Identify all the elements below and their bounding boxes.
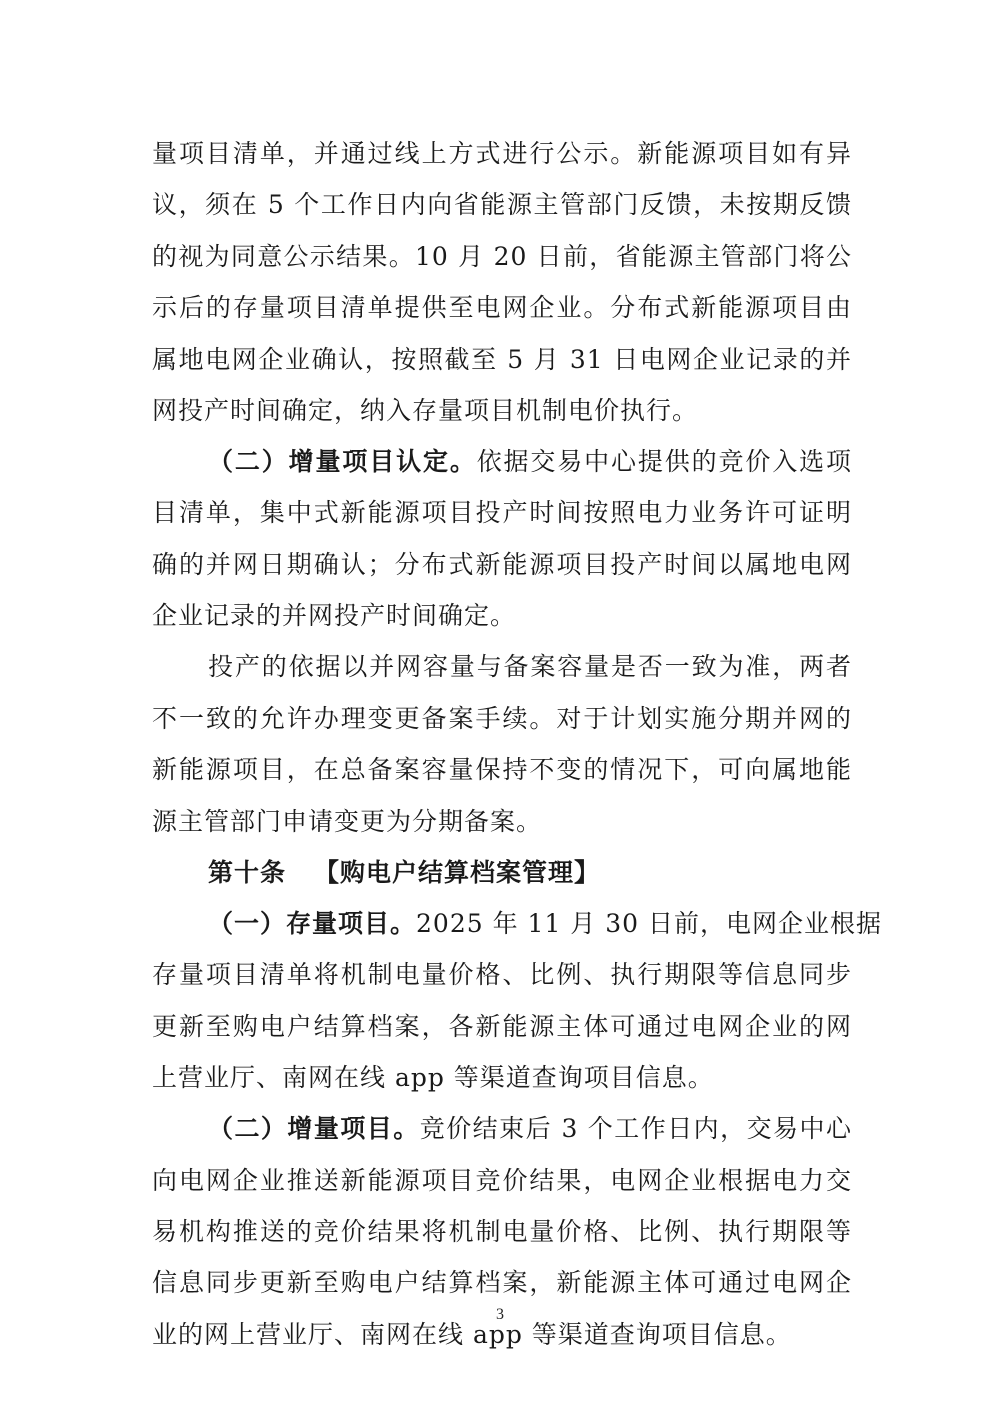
text-line <box>152 181 852 229</box>
text-run: 示后的存量项目清单提供至电网企业。分布式新能源项目由 <box>152 293 852 322</box>
text-run: 企业记录的并网投产时间确定。 <box>152 601 517 630</box>
text-line <box>152 592 852 640</box>
text-run: 的视为同意公示结果。10 月 20 日前，省能源主管部门将公 <box>152 242 852 271</box>
text-line <box>152 233 852 281</box>
text-line <box>152 1003 852 1051</box>
text-line <box>152 1157 852 1205</box>
text-run: 2025 年 11 月 30 日前，电网企业根据 <box>416 909 882 938</box>
text-line <box>208 900 882 948</box>
text-line <box>152 1208 852 1256</box>
text-run: 议，须在 5 个工作日内向省能源主管部门反馈，未按期反馈 <box>152 190 852 219</box>
bold-text-run: 【购电户结算档案管理】 <box>314 858 601 887</box>
text-run: 依据交易中心提供的竞价入选项 <box>476 447 852 476</box>
bold-text-run: （二）增量项目认定。 <box>208 447 477 476</box>
text-run: 存量项目清单将机制电量价格、比例、执行期限等信息同步 <box>152 960 852 989</box>
page-number: 3 <box>496 1306 504 1323</box>
text-line <box>152 336 852 384</box>
text-run: 易机构推送的竞价结果将机制电量价格、比例、执行期限等 <box>152 1217 852 1246</box>
text-line <box>152 284 852 332</box>
text-run: 更新至购电户结算档案，各新能源主体可通过电网企业的网 <box>152 1012 852 1041</box>
text-run: 上营业厅、南网在线 app 等渠道查询项目信息。 <box>152 1063 714 1092</box>
text-line <box>152 1054 852 1102</box>
bold-text-run: （一）存量项目。 <box>208 909 417 938</box>
text-line <box>208 643 852 691</box>
text-run: 目清单，集中式新能源项目投产时间按照电力业务许可证明 <box>152 498 852 527</box>
text-run: 源主管部门申请变更为分期备案。 <box>152 807 543 836</box>
text-run: 新能源项目，在总备案容量保持不变的情况下，可向属地能 <box>152 755 852 784</box>
text-line <box>152 798 852 846</box>
text-line <box>208 438 852 486</box>
text-run: 量项目清单，并通过线上方式进行公示。新能源项目如有异 <box>152 139 852 168</box>
text-run: 业的网上营业厅、南网在线 app 等渠道查询项目信息。 <box>152 1320 792 1349</box>
text-line <box>208 849 852 897</box>
text-line <box>152 541 852 589</box>
text-line <box>208 1105 852 1153</box>
text-line <box>152 695 852 743</box>
text-run: 不一致的允许办理变更备案手续。对于计划实施分期并网的 <box>152 704 852 733</box>
text-run: 竞价结束后 3 个工作日内，交易中心 <box>419 1114 852 1143</box>
text-line <box>152 387 852 435</box>
text-run: 信息同步更新至购电户结算档案，新能源主体可通过电网企 <box>152 1268 852 1297</box>
text-line <box>152 1259 852 1307</box>
bold-text-run: （二）增量项目。 <box>208 1114 420 1143</box>
text-run: 向电网企业推送新能源项目竞价结果，电网企业根据电力交 <box>152 1166 852 1195</box>
text-run: 确的并网日期确认；分布式新能源项目投产时间以属地电网 <box>152 550 852 579</box>
text-run: 投产的依据以并网容量与备案容量是否一致为准，两者 <box>208 652 852 681</box>
text-run: 属地电网企业确认，按照截至 5 月 31 日电网企业记录的并 <box>152 345 852 374</box>
text-line <box>152 951 852 999</box>
text-line <box>152 746 852 794</box>
text-line <box>152 130 852 178</box>
bold-text-run: 第十条 <box>208 858 287 887</box>
text-run: 网投产时间确定，纳入存量项目机制电价执行。 <box>152 396 699 425</box>
text-line <box>152 489 852 537</box>
